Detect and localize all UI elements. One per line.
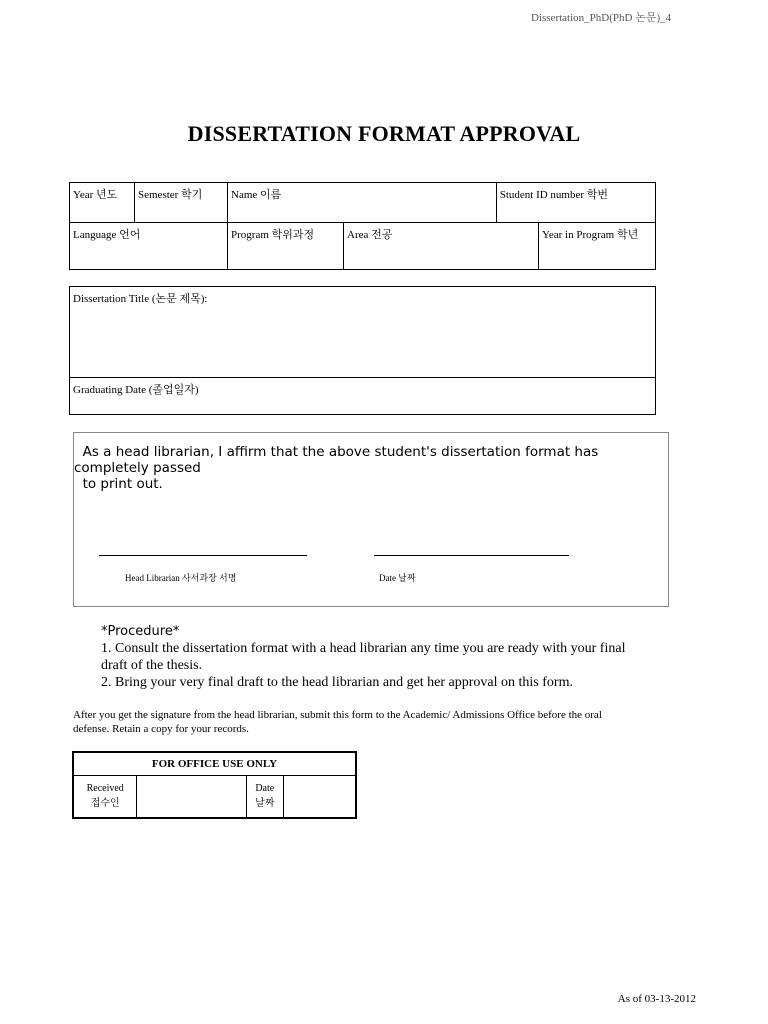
document-reference: Dissertation_PhD(PhD 논문)_4	[531, 12, 672, 24]
date-signature-line[interactable]	[374, 555, 569, 556]
dissertation-title-label: Dissertation Title (논문 제목):	[73, 293, 208, 305]
head-librarian-label: Head Librarian 사서과장 서명	[125, 573, 237, 583]
procedure-step: 2. Bring your very final draft to the head librarian and get her approval on this form.	[101, 675, 573, 690]
graduating-date-label: Graduating Date (졸업일자)	[73, 384, 199, 396]
year-cell[interactable]	[70, 183, 135, 223]
affirmation-line: completely passed	[74, 460, 201, 476]
received-label-cell	[73, 775, 137, 818]
received-label: Received	[86, 783, 124, 795]
semester-label: Semester 학기	[138, 189, 203, 201]
office-date-label-ko: 날짜	[255, 798, 275, 810]
year-in-program-label: Year in Program 학년	[542, 229, 639, 241]
language-cell[interactable]	[70, 223, 228, 270]
date-label: Date 날짜	[379, 573, 416, 583]
procedure-heading: *Procedure*	[101, 624, 180, 639]
student-id-cell[interactable]	[496, 183, 655, 223]
name-cell[interactable]	[228, 183, 497, 223]
dissertation-box	[69, 286, 656, 415]
office-use-table	[72, 751, 357, 819]
received-label-ko: 접수인	[90, 798, 120, 810]
office-date-label-cell	[246, 775, 283, 818]
program-cell[interactable]	[228, 223, 344, 270]
office-date-field[interactable]	[283, 775, 356, 818]
affirmation-box	[73, 432, 669, 607]
procedure-step: draft of the thesis.	[101, 658, 203, 673]
office-use-heading: FOR OFFICE USE ONLY	[73, 752, 356, 775]
procedure-section	[101, 623, 701, 691]
submission-note-line: defense. Retain a copy for your records.	[73, 723, 249, 735]
page-title: DISSERTATION FORMAT APPROVAL	[187, 121, 581, 146]
procedure-step: 1. Consult the dissertation format with a head librarian any time you are ready with your final	[101, 641, 626, 656]
head-librarian-signature-line[interactable]	[99, 555, 307, 556]
dissertation-title-field[interactable]	[70, 287, 655, 377]
semester-cell[interactable]	[135, 183, 228, 223]
area-cell[interactable]	[344, 223, 539, 270]
submission-note	[73, 708, 703, 736]
program-label: Program 학위과정	[231, 229, 315, 241]
revision-date: As of 03-13-2012	[617, 993, 696, 1005]
affirmation-line: As a head librarian, I affirm that the above student's dissertation format has	[74, 444, 599, 460]
name-label: Name 이름	[231, 189, 282, 201]
graduating-date-field[interactable]	[70, 378, 655, 414]
language-label: Language 언어	[73, 229, 141, 241]
area-label: Area 전공	[347, 229, 393, 241]
affirmation-line: to print out.	[74, 476, 163, 492]
year-label: Year 년도	[73, 189, 118, 201]
submission-note-line: After you get the signature from the head librarian, submit this form to the Academic/ Admissions Office before the oral	[73, 709, 602, 721]
affirmation-text	[74, 444, 644, 492]
year-in-program-cell[interactable]	[539, 223, 656, 270]
office-date-label: Date	[255, 783, 275, 795]
student-id-label: Student ID number 학번	[499, 189, 609, 201]
received-field[interactable]	[137, 775, 247, 818]
